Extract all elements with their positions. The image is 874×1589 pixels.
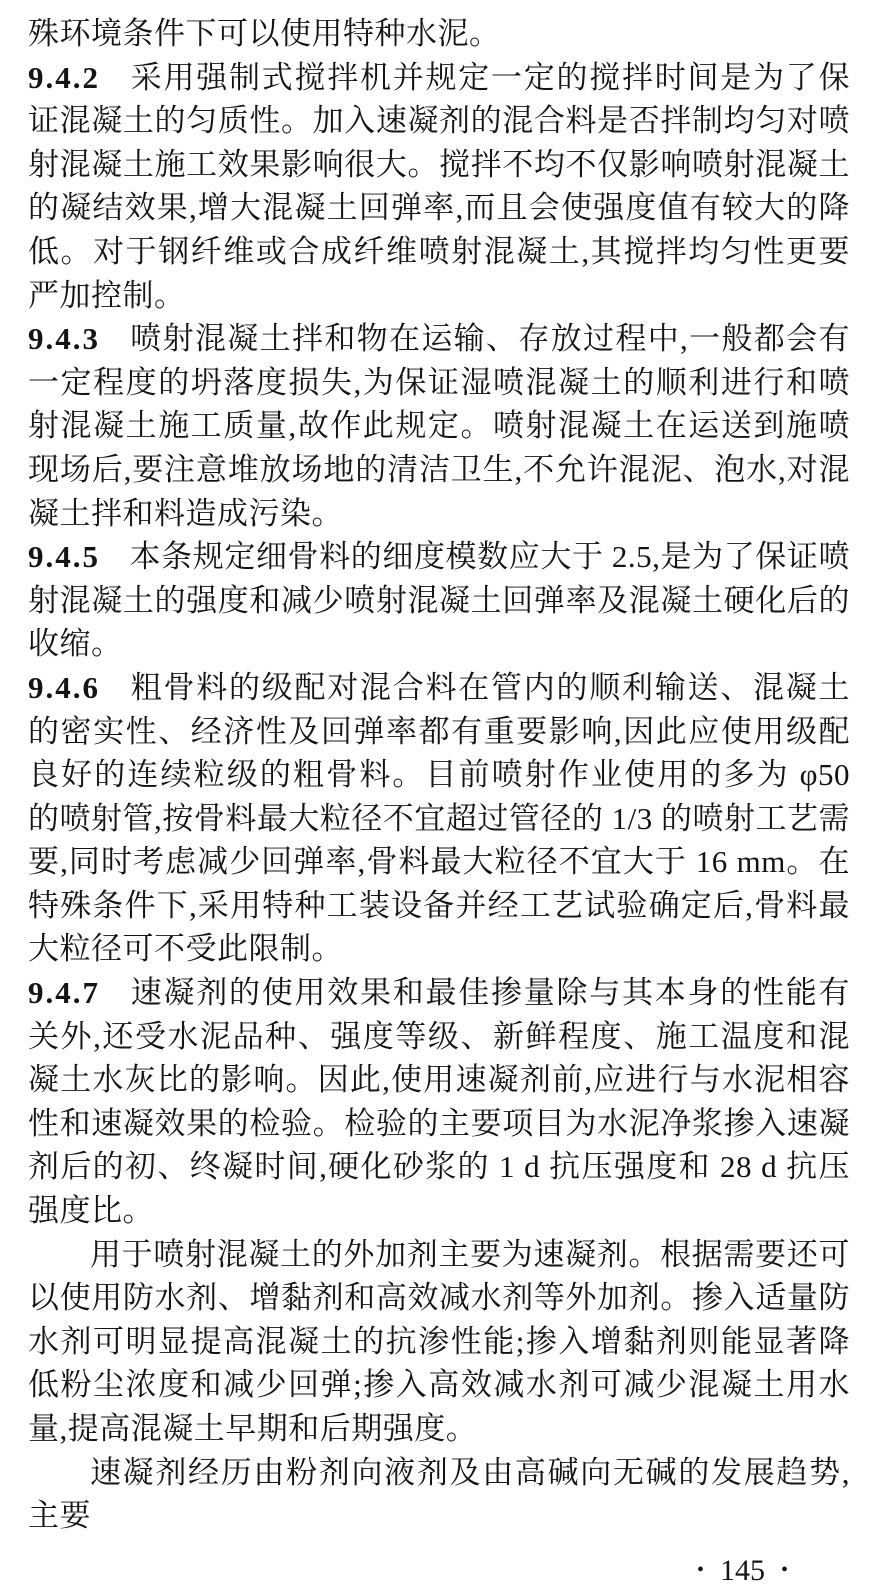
paragraph-text: 粗骨料的级配对混合料在管内的顺利输送、混凝土的密实性、经济性及回弹率都有重要影响,因此应使用级配良好的连续粒级的粗骨料。目前喷射作业使用的多为 φ50 的喷射管,按骨料最大粒径不宜超过管径的 1/3 的喷射工艺需要,同时考虑减少回弹率,骨料最大粒径不宜大于 16 mm。在特殊条件下,采用特种工装设备并经工艺试验确定后,骨料最大粒径可不受此限制。 — [28, 669, 850, 967]
page-number: 145 — [719, 1553, 765, 1587]
paragraph-9-4-5 — [28, 535, 850, 666]
paragraph-text: 速凝剂经历由粉剂向液剂及由高碱向无碱的发展趋势,主要 — [28, 1454, 850, 1534]
section-number: 9.4.5 — [28, 539, 100, 575]
paragraph-accelerator-trend — [28, 1451, 850, 1538]
paragraph-text: 喷射混凝土拌和物在运输、存放过程中,一般都会有一定程度的坍落度损失,为保证湿喷混凝土的顺利进行和喷射混凝土施工质量,故作此规定。喷射混凝土在运送到施喷现场后,要注意堆放场地的清洁卫生,不允许混泥、泡水,对混凝土拌和料造成污染。 — [28, 321, 850, 531]
footer-left-dot: • — [696, 1558, 704, 1581]
paragraph-9-4-7 — [28, 971, 850, 1233]
section-number: 9.4.7 — [28, 975, 100, 1011]
paragraph-text: 用于喷射混凝土的外加剂主要为速凝剂。根据需要还可以使用防水剂、增黏剂和高效减水剂等外加剂。掺入适量防水剂可明显提高混凝土的抗渗性能;掺入增黏剂则能显著降低粉尘浓度和减少回弹;掺入高效减水剂可减少混凝土用水量,提高混凝土早期和后期强度。 — [28, 1236, 850, 1446]
paragraph-9-4-3 — [28, 317, 850, 535]
page-body-text — [28, 12, 850, 1538]
page-footer — [28, 1552, 850, 1589]
paragraph-text: 殊环境条件下可以使用特种水泥。 — [28, 16, 501, 51]
footer-right-dot: • — [780, 1558, 788, 1581]
paragraph-9-4-2 — [28, 56, 850, 318]
paragraph-text: 速凝剂的使用效果和最佳掺量除与其本身的性能有关外,还受水泥品种、强度等级、新鲜程度、施工温度和混凝土水灰比的影响。因此,使用速凝剂前,应进行与水泥相容性和速凝效果的检验。检验的主要项目为水泥净浆掺入速凝剂后的初、终凝时间,硬化砂浆的 1 d 抗压强度和 28 d 抗压强度比。 — [28, 975, 850, 1229]
paragraph-9-4-6 — [28, 666, 850, 971]
paragraph-text: 采用强制式搅拌机并规定一定的搅拌时间是为了保证混凝土的匀质性。加入速凝剂的混合料是否拌制均匀对喷射混凝土施工效果影响很大。搅拌不均不仅影响喷射混凝土的凝结效果,增大混凝土回弹率,而且会使强度值有较大的降低。对于钢纤维或合成纤维喷射混凝土,其搅拌均匀性更要严加控制。 — [28, 59, 850, 313]
section-number: 9.4.3 — [28, 321, 100, 357]
paragraph-text: 本条规定细骨料的细度模数应大于 2.5,是为了保证喷射混凝土的强度和减少喷射混凝土回弹率及混凝土硬化后的收缩。 — [28, 539, 850, 662]
paragraph-admixtures — [28, 1233, 850, 1451]
section-number: 9.4.6 — [28, 669, 100, 705]
paragraph-continuation — [28, 12, 850, 56]
section-number: 9.4.2 — [28, 59, 100, 95]
